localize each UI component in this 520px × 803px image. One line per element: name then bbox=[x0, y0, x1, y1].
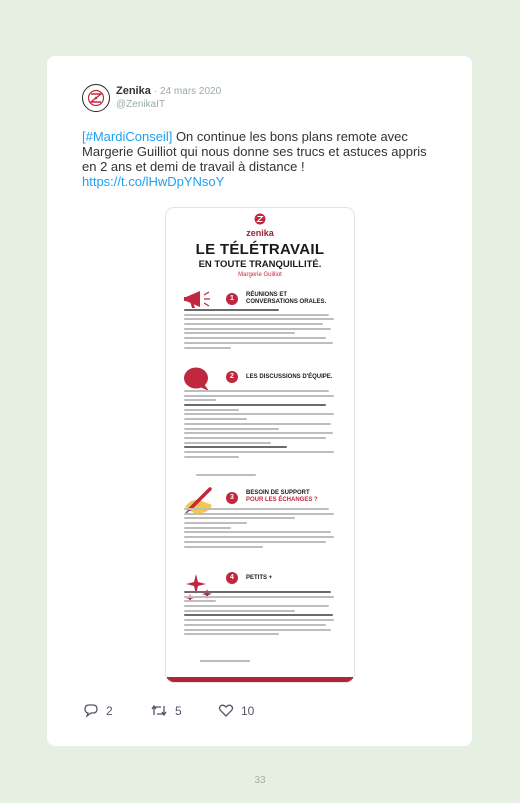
section-3-title-line1: BESOIN DE SUPPORT bbox=[246, 490, 310, 496]
section-2-title: LES DISCUSSIONS D'ÉQUIPE. bbox=[246, 374, 333, 380]
section-4-number: 4 bbox=[226, 572, 238, 584]
poster-footer bbox=[200, 660, 250, 662]
section-4-text bbox=[184, 591, 342, 638]
tweet-text bbox=[82, 129, 442, 189]
poster-title: LE TÉLÉTRAVAIL bbox=[195, 241, 325, 258]
heart-icon bbox=[218, 703, 234, 718]
section-1-title-line2: CONVERSATIONS ORALES. bbox=[246, 299, 327, 305]
tweet-body: On continue les bons plans remote avec Margerie Guilliot qui nous donne ses trucs et astuces appris en 2 ans et demi de travail à distance ! bbox=[82, 129, 427, 174]
reply-count: 2 bbox=[106, 703, 113, 718]
reply-icon bbox=[83, 703, 99, 718]
tweet-image-poster[interactable] bbox=[166, 208, 354, 682]
section-3-number: 3 bbox=[226, 492, 238, 504]
retweet-icon bbox=[150, 703, 168, 718]
poster-logo-icon bbox=[254, 213, 266, 227]
page-number: 33 bbox=[254, 775, 266, 786]
like-button[interactable] bbox=[218, 703, 254, 718]
tweet-date[interactable]: · 24 mars 2020 bbox=[153, 86, 222, 97]
like-count: 10 bbox=[241, 703, 255, 718]
megaphone-icon bbox=[182, 288, 214, 310]
section-2-note bbox=[196, 474, 256, 479]
author-name[interactable]: Zenika bbox=[116, 85, 151, 97]
section-1-number: 1 bbox=[226, 293, 238, 305]
poster-subtitle: EN TOUTE TRANQUILLITÉ. bbox=[198, 259, 322, 270]
zenika-logo-icon bbox=[87, 89, 105, 107]
reply-button[interactable] bbox=[83, 703, 113, 718]
section-2-number: 2 bbox=[226, 371, 238, 383]
section-1-text bbox=[184, 309, 342, 351]
section-4-title: PETITS + bbox=[246, 575, 273, 581]
hashtag-link[interactable]: [#MardiConseil] bbox=[82, 129, 173, 144]
retweet-count: 5 bbox=[175, 703, 182, 718]
section-1-title bbox=[246, 292, 326, 306]
retweet-button[interactable] bbox=[150, 703, 182, 718]
zenika-avatar[interactable] bbox=[82, 84, 110, 112]
poster-bottom-bar bbox=[166, 677, 354, 682]
author-handle[interactable]: @ZenikaIT bbox=[116, 99, 166, 110]
section-3-title bbox=[246, 490, 318, 504]
section-2-text bbox=[184, 390, 342, 460]
section-3-text bbox=[184, 508, 342, 550]
poster-author: Margerie Guilliot bbox=[238, 272, 282, 278]
poster-logo-name: zenika bbox=[246, 228, 274, 238]
tweet-url-link[interactable]: https://t.co/lHwDpYNsoY bbox=[82, 174, 225, 189]
section-1-title-line1: RÉUNIONS ET bbox=[246, 292, 288, 298]
author-line bbox=[116, 85, 221, 97]
section-3-title-line2: POUR LES ÉCHANGES ? bbox=[246, 497, 318, 503]
